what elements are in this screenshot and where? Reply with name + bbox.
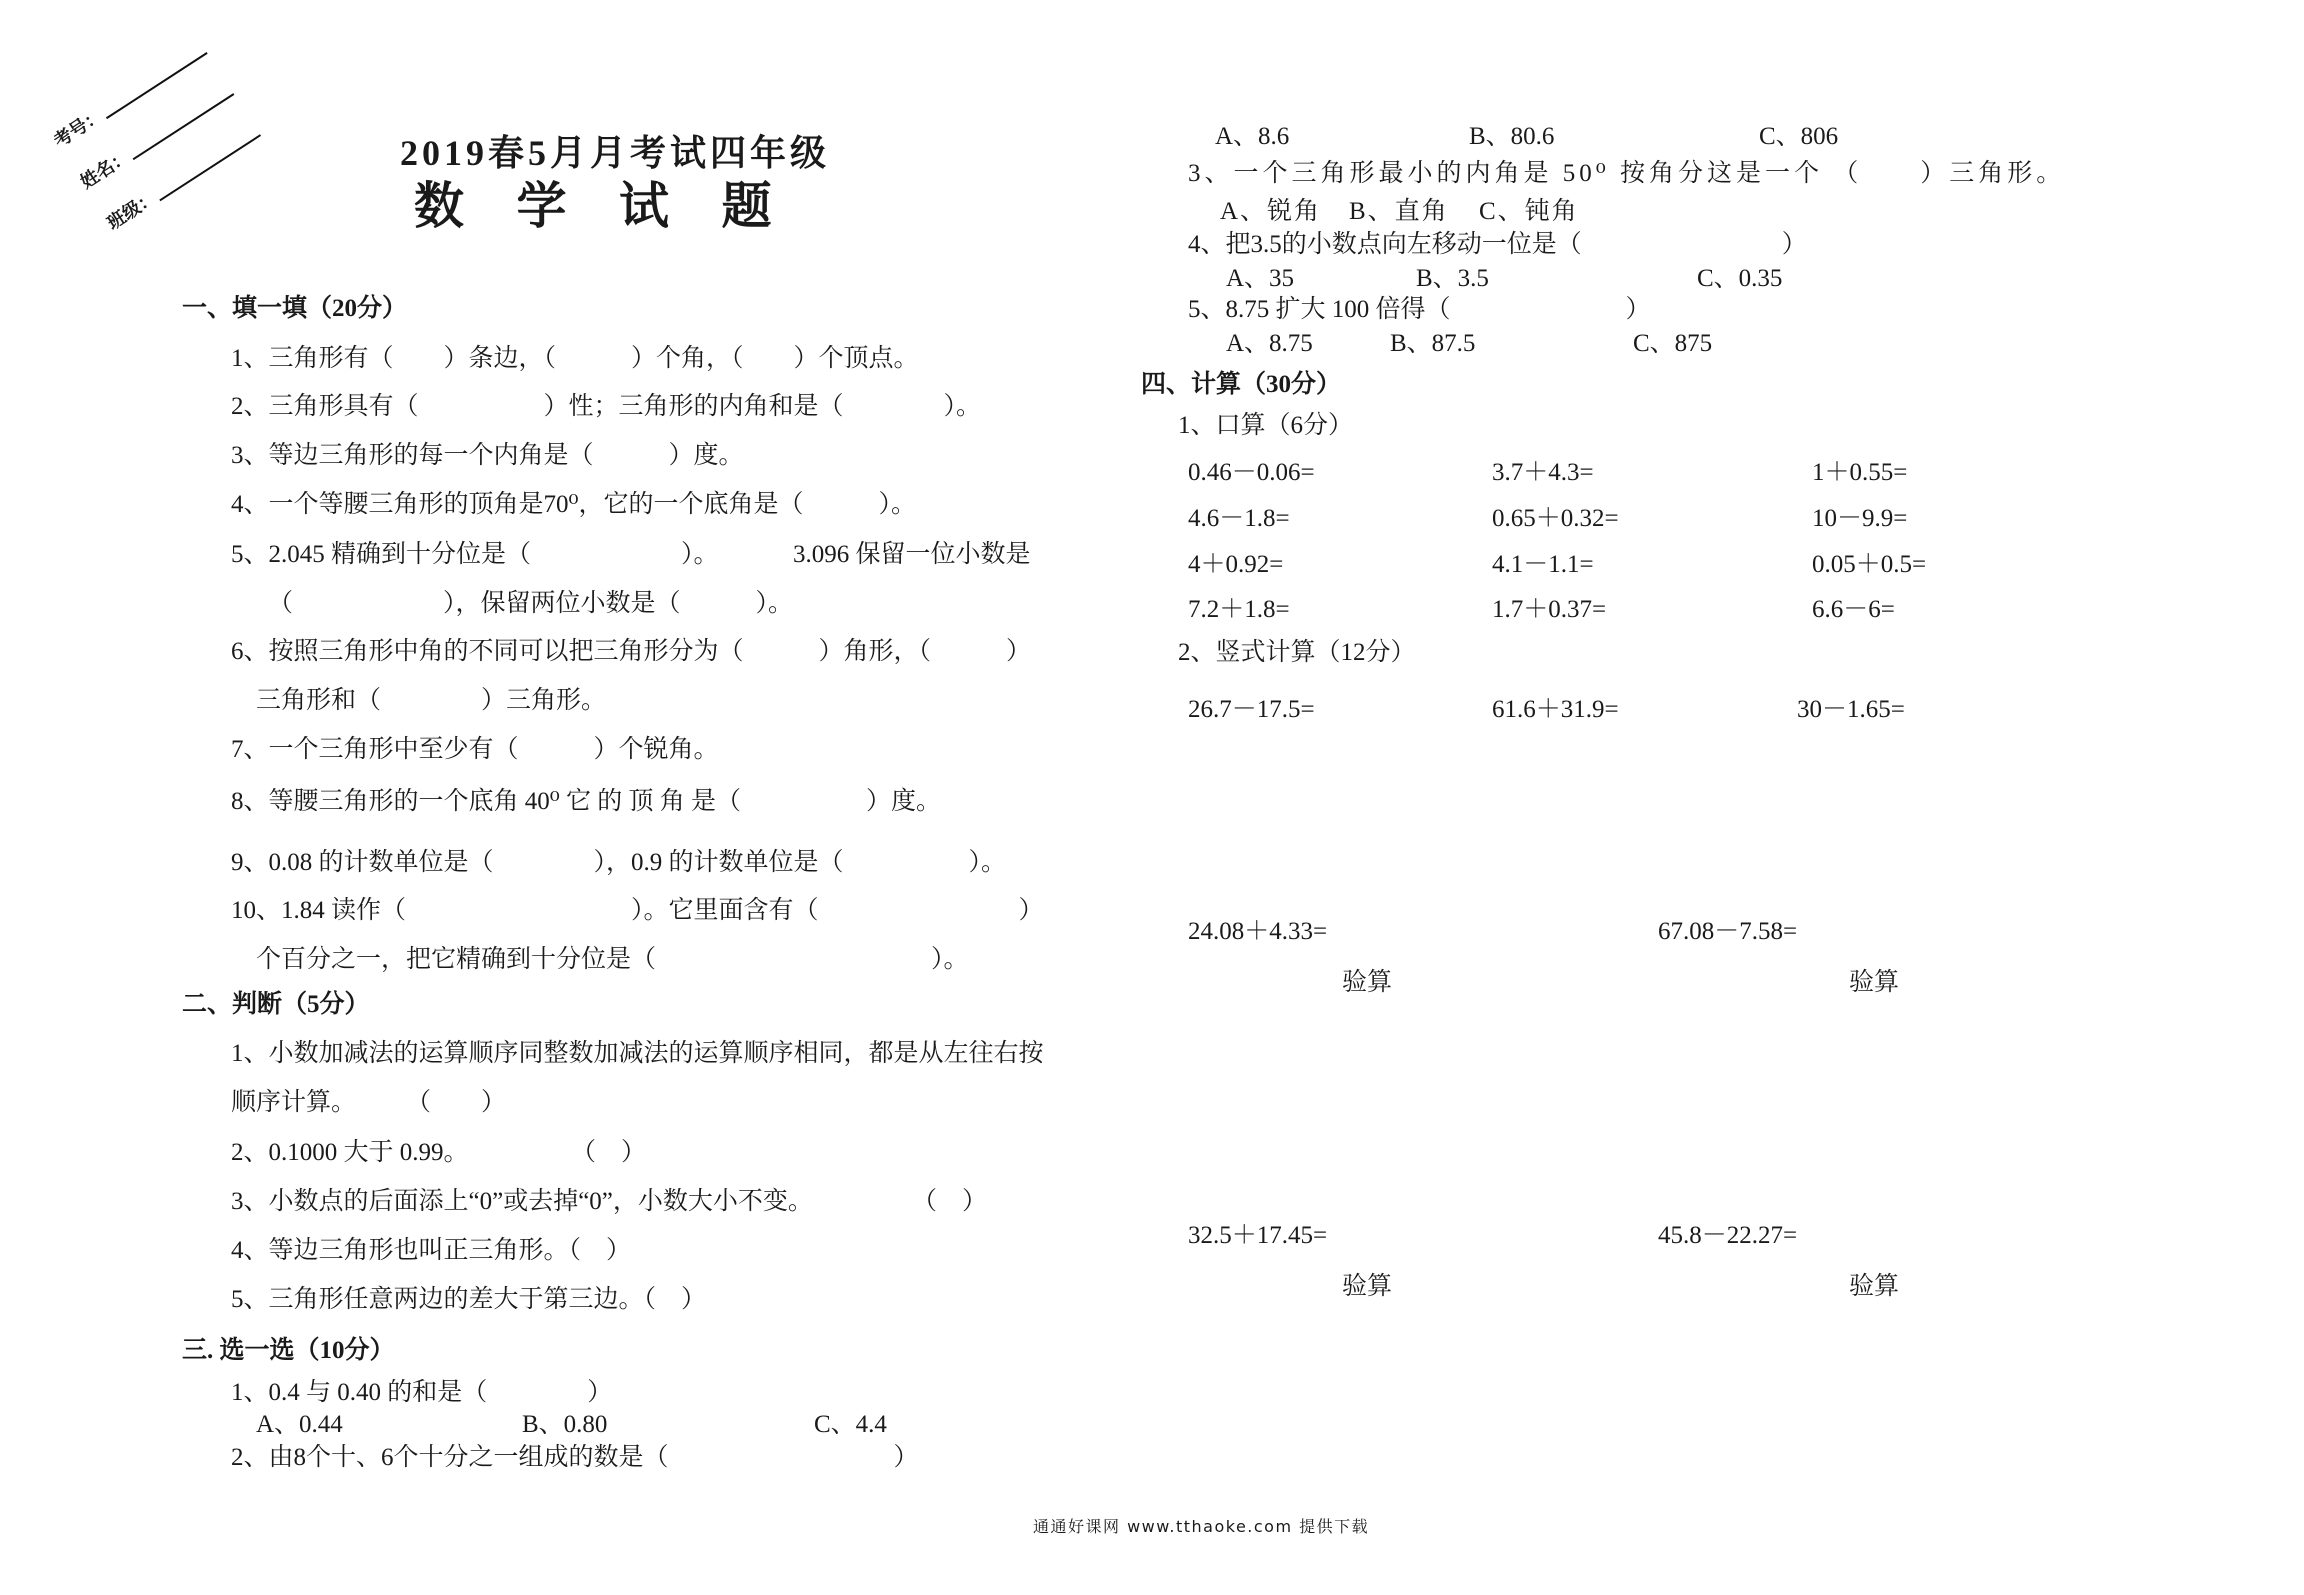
section-fill-heading: 一、填一填（20分） bbox=[182, 295, 408, 322]
fill-question-4: 4、一个等腰三角形的顶角是70⁰，它的一个底角是（ ）。 bbox=[231, 491, 917, 518]
choice-question-4-option-a: A、35 bbox=[1226, 265, 1295, 292]
judge-question-1-answer-paren: （ ） bbox=[406, 1089, 507, 1116]
class-line bbox=[159, 134, 261, 201]
check-label: 验算 bbox=[1849, 969, 1900, 996]
written-calc-item: 26.7－17.5= bbox=[1188, 696, 1315, 723]
judge-question-1-line-2: 顺序计算。 bbox=[231, 1089, 357, 1116]
check-label: 验算 bbox=[1342, 1273, 1393, 1300]
oral-calc-item: 0.46－0.06= bbox=[1188, 459, 1315, 486]
choice-question-5-option-a: A、8.75 bbox=[1226, 330, 1313, 357]
judge-question-3: 3、小数点的后面添上“0”或去掉“0”，小数大小不变。 bbox=[231, 1188, 813, 1215]
written-calc-item: 32.5＋17.45= bbox=[1188, 1222, 1328, 1249]
fill-question-10-line-1: 10、1.84 读作（ ）。它里面含有（ ） bbox=[231, 897, 1044, 924]
fill-question-6-line-2: 三角形和（ ）三角形。 bbox=[256, 687, 607, 714]
choice-question-1-option-b: B、0.80 bbox=[522, 1411, 608, 1438]
page-footer: 通通好课网 www.tthaoke.com 提供下载 bbox=[1033, 1517, 1370, 1536]
oral-calc-item: 0.65＋0.32= bbox=[1492, 505, 1619, 532]
oral-calc-item: 3.7＋4.3= bbox=[1492, 459, 1594, 486]
written-calc-title: 2、竖式计算（12分） bbox=[1178, 639, 1416, 666]
section-calc-heading: 四、计算（30分） bbox=[1141, 371, 1342, 398]
choice-question-1-option-c: C、4.4 bbox=[814, 1411, 887, 1438]
written-calc-item: 45.8－22.27= bbox=[1658, 1222, 1798, 1249]
check-label: 验算 bbox=[1342, 969, 1393, 996]
oral-calc-item: 1＋0.55= bbox=[1812, 459, 1908, 486]
choice-question-2-option-a: A、8.6 bbox=[1215, 123, 1290, 150]
choice-question-2-option-c: C、806 bbox=[1759, 123, 1839, 150]
oral-calc-item: 1.7＋0.37= bbox=[1492, 596, 1607, 623]
choice-question-2-option-b: B、80.6 bbox=[1469, 123, 1555, 150]
exam-number-label: 考号： bbox=[50, 105, 107, 152]
fill-question-10-line-2: 个百分之一，把它精确到十分位是（ ）。 bbox=[256, 946, 969, 973]
choice-question-3-option-a: A、锐角 bbox=[1220, 198, 1322, 225]
written-calc-item: 24.08＋4.33= bbox=[1188, 918, 1328, 945]
choice-question-3: 3、一个三角形最小的内角是 50⁰ 按角分这是一个 （ ）三角形。 bbox=[1188, 160, 2066, 187]
choice-question-3-option-b: B、直角 bbox=[1349, 198, 1449, 225]
judge-question-2: 2、0.1000 大于 0.99。 bbox=[231, 1139, 469, 1166]
fill-question-5-part-1: 5、2.045 精确到十分位是（ ）。 bbox=[231, 541, 719, 568]
fill-question-3: 3、等边三角形的每一个内角是（ ）度。 bbox=[231, 442, 744, 469]
fill-question-9: 9、0.08 的计数单位是（ ），0.9 的计数单位是（ ）。 bbox=[231, 849, 1007, 876]
oral-calc-item: 4＋0.92= bbox=[1188, 551, 1284, 578]
fill-question-1: 1、三角形有（ ）条边，（ ）个角，（ ）个顶点。 bbox=[231, 345, 919, 372]
choice-question-1-option-a: A、0.44 bbox=[256, 1411, 343, 1438]
judge-question-3-answer-paren: （ ） bbox=[912, 1188, 988, 1215]
section-choice-heading: 三. 选一选（10分） bbox=[182, 1337, 395, 1364]
fill-question-5-part-2: 3.096 保留一位小数是 bbox=[793, 541, 1031, 568]
oral-calc-item: 0.05＋0.5= bbox=[1812, 551, 1927, 578]
section-judge-heading: 二、判断（5分） bbox=[182, 991, 370, 1018]
student-info-block bbox=[35, 8, 274, 235]
choice-question-4-option-b: B、3.5 bbox=[1416, 265, 1489, 292]
student-name-label: 姓名： bbox=[76, 146, 134, 193]
written-calc-item: 30－1.65= bbox=[1797, 696, 1905, 723]
fill-question-7: 7、一个三角形中至少有（ ）个锐角。 bbox=[231, 736, 719, 763]
fill-question-5-part-3: （ ），保留两位小数是（ ）。 bbox=[268, 590, 794, 617]
judge-question-1-line-1: 1、小数加减法的运算顺序同整数加减法的运算顺序相同，都是从左往右按 bbox=[231, 1040, 1044, 1067]
oral-calc-item: 4.6－1.8= bbox=[1188, 505, 1290, 532]
fill-question-2: 2、三角形具有（ ）性；三角形的内角和是（ ）。 bbox=[231, 393, 982, 420]
exam-subtitle: 数 学 试 题 bbox=[414, 178, 792, 234]
fill-question-8: 8、等腰三角形的一个底角 40⁰ 它 的 顶 角 是（ ）度。 bbox=[231, 788, 942, 815]
oral-calc-title: 1、口算（6分） bbox=[1178, 412, 1354, 439]
choice-question-3-option-c: C、钝角 bbox=[1479, 198, 1579, 225]
judge-question-2-answer-paren: （ ） bbox=[571, 1139, 647, 1166]
fill-question-6-line-1: 6、按照三角形中角的不同可以把三角形分为（ ）角形，（ ） bbox=[231, 638, 1032, 665]
choice-question-4: 4、把3.5的小数点向左移动一位是（ ） bbox=[1188, 231, 1807, 258]
check-label: 验算 bbox=[1849, 1273, 1900, 1300]
oral-calc-item: 10－9.9= bbox=[1812, 505, 1908, 532]
oral-calc-item: 6.6－6= bbox=[1812, 596, 1895, 623]
choice-question-4-option-c: C、0.35 bbox=[1697, 265, 1783, 292]
judge-question-5: 5、三角形任意两边的差大于第三边。（ ） bbox=[231, 1286, 707, 1313]
exam-title: 2019春5月月考试四年级 bbox=[400, 133, 831, 173]
choice-question-1: 1、0.4 与 0.40 的和是（ ） bbox=[231, 1379, 613, 1406]
class-label: 班级： bbox=[103, 187, 160, 234]
oral-calc-item: 4.1－1.1= bbox=[1492, 551, 1594, 578]
written-calc-item: 67.08－7.58= bbox=[1658, 918, 1798, 945]
choice-question-5-option-c: C、875 bbox=[1633, 330, 1713, 357]
written-calc-item: 61.6＋31.9= bbox=[1492, 696, 1619, 723]
oral-calc-item: 7.2＋1.8= bbox=[1188, 596, 1290, 623]
choice-question-5-option-b: B、87.5 bbox=[1390, 330, 1476, 357]
choice-question-5: 5、8.75 扩大 100 倍得（ ） bbox=[1188, 296, 1651, 323]
judge-question-4: 4、等边三角形也叫正三角形。（ ） bbox=[231, 1237, 632, 1264]
choice-question-2: 2、由8个十、6个十分之一组成的数是（ ） bbox=[231, 1444, 919, 1471]
